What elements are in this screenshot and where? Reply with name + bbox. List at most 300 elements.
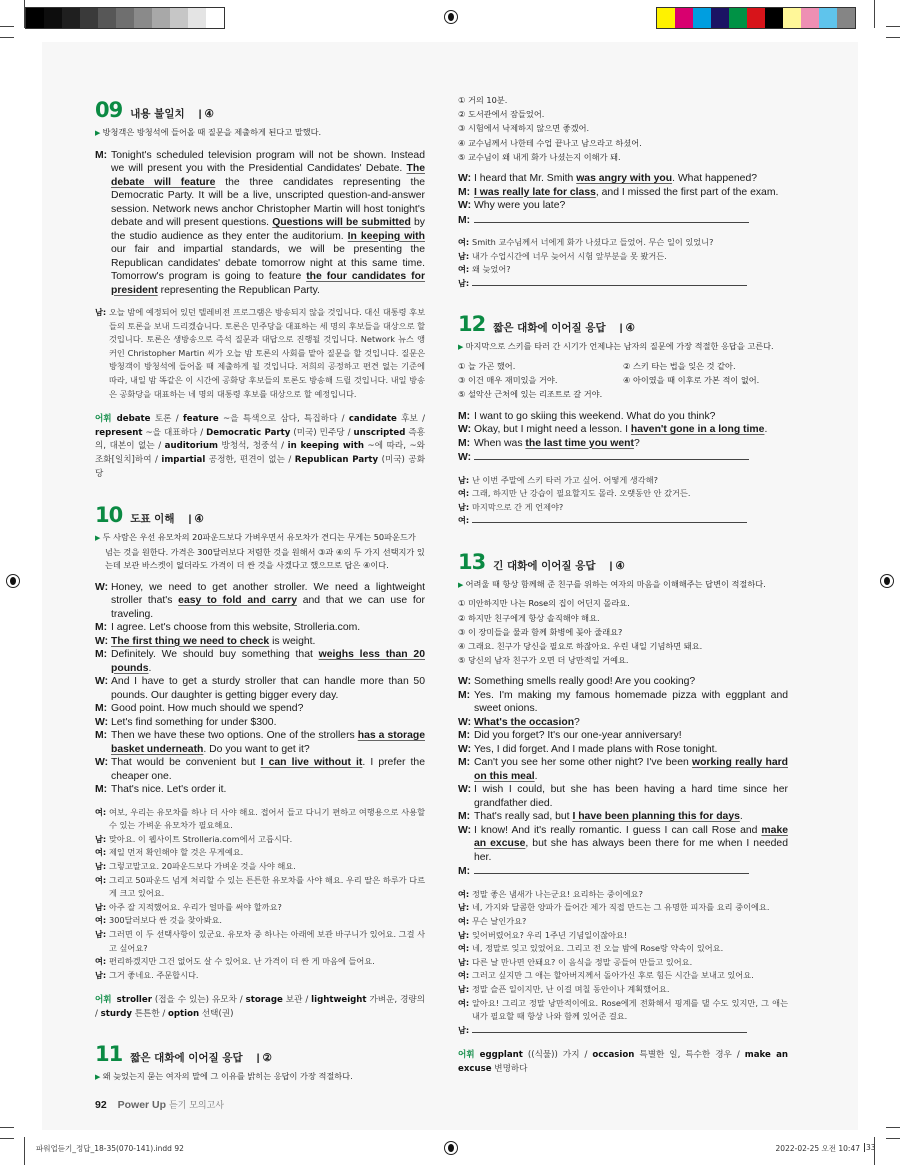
answer-option: ④ 그래요. 친구가 당신을 필요로 하잖아요. 우린 내일 기념하면 돼요. xyxy=(458,640,703,651)
question-type: 긴 대화에 이어질 응답 xyxy=(493,559,596,572)
dialogue-line xyxy=(458,824,788,865)
text-segment: , and I missed the first part of the exam. xyxy=(595,186,779,198)
translation-text: 네, 가지와 달콤한 양파가 들어간 제가 직접 만드는 그 유명한 피자를 요리 중이에요. xyxy=(472,902,770,913)
dialogue-line xyxy=(95,581,425,622)
translation-text: 오늘 밤에 예정되어 있던 텔레비전 프로그램은 방송되지 않을 것입니다. 대신 대통령 후보들의 토론을 보내 드리겠습니다. 토론은 민주당을 대표하는 세 명의 후보들을 대상으로 할 것입니다. 토론은 생방송으로 즉석 질문과 대답으로 진행될 것입니다. Network 뉴스 앵커인 Christopher Martin 씨가 오늘 밤 토론의 사회를 맡아 질문을 할 것입니다. 질문은 방청객이 방청석에 들어올 때 제출하게 될 것입니다. 저희의 공정하고 편견 없는 기준에 따라, 내일 밤 똑같은 이 시간에 공화당 후보들의 토론도 방송해 드릴 것입니다. 내일 방송은 공화당을 대표하는 네 명의 대통령 후보를 대상으로 할 예정입니다. xyxy=(109,307,425,399)
translation-text: 맞아요. 이 웹사이트 Strolleria.com에서 고릅시다. xyxy=(109,833,293,844)
translation-text: 그거 좋네요. 주문합시다. xyxy=(109,969,199,980)
translation-text: 제일 먼저 확인해야 할 것은 무게예요. xyxy=(109,847,244,858)
text-segment: That's really sad, but xyxy=(474,811,573,823)
speaker-label: 남: xyxy=(95,307,107,317)
text-segment: ~을 특색으로 삼다, 특집하다 / xyxy=(218,414,349,425)
translation-text: 왜 늦었어? xyxy=(472,264,511,275)
speaker-label: W: xyxy=(458,424,472,435)
color-swatch xyxy=(80,8,98,28)
question-header xyxy=(95,1042,425,1066)
speaker-label: W: xyxy=(458,173,472,185)
translation-text: 300달러보다 싼 것을 찾아봐요. xyxy=(109,915,223,926)
dialogue-line xyxy=(458,213,788,228)
translation-line xyxy=(458,1024,788,1038)
text-segment: . xyxy=(739,811,743,823)
page-number: 92 xyxy=(95,1099,107,1112)
speaker-label: M: xyxy=(95,649,108,661)
speaker-label: W: xyxy=(458,716,472,728)
answer-option: ⑤ 당신의 남자 친구가 오면 더 낭만적일 거예요. xyxy=(458,655,629,666)
translation-text: 정말 좋은 냄새가 나는군요! 요리하는 중이에요? xyxy=(472,888,643,899)
key-phrase: option xyxy=(167,1008,200,1019)
text-segment: 튼튼한 / xyxy=(131,1008,168,1019)
text-segment: (미국) 민주당 / xyxy=(290,427,354,438)
text-segment: When was xyxy=(474,437,526,449)
explanation xyxy=(95,126,425,141)
speaker-label: 여: xyxy=(458,916,470,927)
key-phrase: weighs less than 20 pounds xyxy=(111,649,425,674)
key-phrase: make an excuse xyxy=(474,824,788,850)
color-swatch xyxy=(711,8,729,28)
text-segment: I heard that Mr. Smith xyxy=(474,173,577,185)
dialogue-line xyxy=(458,675,788,689)
speaker-label: 여: xyxy=(95,874,107,885)
question-11-header xyxy=(95,1042,425,1085)
translation-line xyxy=(95,914,425,928)
text-segment: is weight. xyxy=(269,635,316,647)
translation-line xyxy=(95,969,425,983)
text-segment: 방청석, 청중석 / xyxy=(217,441,288,452)
translation xyxy=(458,474,788,528)
text-segment: . I prefer the cheaper one. xyxy=(111,757,425,782)
speaker-label: M: xyxy=(95,730,108,742)
translation-line xyxy=(458,942,788,956)
translation-text: 네, 정말로 잊고 있었어요. 그리고 전 오늘 밤에 Rose랑 약속이 있어요. xyxy=(472,943,724,954)
crop-mark xyxy=(886,1127,900,1128)
question-type: 짧은 대화에 이어질 응답 xyxy=(493,322,606,335)
key-phrase: represent xyxy=(95,427,143,438)
color-swatch xyxy=(116,8,134,28)
explanation-text: 어려울 때 항상 함께해 준 친구를 위하는 여자의 마음을 이해해주는 답변이 적절하다. xyxy=(465,578,766,589)
dialogue xyxy=(95,581,425,797)
text-segment: 선택(권) xyxy=(199,1008,234,1019)
speaker-label: 남: xyxy=(95,901,107,912)
color-swatch xyxy=(801,8,819,28)
translation xyxy=(95,306,425,401)
text-segment: . xyxy=(534,770,538,782)
translation-line xyxy=(95,846,425,860)
question-number: 10 xyxy=(95,503,123,528)
translation-line xyxy=(458,915,788,929)
translation-text: 여보, 우리는 유모차를 하나 더 사야 해요. 접어서 들고 다니기 편하고 여행용으로 사용할 수 있는 가벼운 유모차가 필요해요. xyxy=(109,806,425,831)
speaker-label: M: xyxy=(95,622,108,634)
translation-line xyxy=(458,888,788,902)
slug-datetime: 2022-02-25 오전 10:47 xyxy=(775,1144,860,1153)
answer-option: ④ 아이였을 때 이후로 가본 적이 없어. xyxy=(623,375,760,386)
dialogue-line xyxy=(458,410,788,424)
key-phrase: eggplant xyxy=(479,1050,523,1061)
book-subtitle: 듣기 모의고사 xyxy=(168,1101,224,1112)
speaker-label: M: xyxy=(458,186,471,198)
translation-text: 그렇고말고요. 20파운드보다 가벼운 것을 사야 해요. xyxy=(109,861,296,871)
speaker-label: 남: xyxy=(458,902,470,913)
color-swatch xyxy=(170,8,188,28)
dialogue-line xyxy=(95,729,425,756)
explanation xyxy=(458,578,788,593)
dialogue-line xyxy=(458,450,788,465)
color-swatch xyxy=(729,8,747,28)
speaker-label: 여: xyxy=(458,264,470,275)
explanation-text: 마지막으로 스키를 타러 간 시기가 언제냐는 남자의 질문에 가장 적절한 응답을 고른다. xyxy=(465,341,774,352)
translation-line xyxy=(458,236,788,250)
registration-mark-icon xyxy=(444,10,458,24)
process-color-bar xyxy=(656,7,856,29)
key-phrase: make an excuse xyxy=(458,1050,788,1075)
text-segment: . What happened? xyxy=(672,173,757,185)
color-swatch xyxy=(44,8,62,28)
text-segment: ? xyxy=(574,716,580,728)
translation-text: 그러고 싶지만 그 애는 할아버지께서 돌아가신 후로 힘든 시간을 보내고 있어요. xyxy=(472,970,754,981)
translation xyxy=(458,236,788,290)
text-segment: (접을 수 있는) 유모차 / xyxy=(151,995,246,1006)
color-swatch xyxy=(152,8,170,28)
speaker-label: 남: xyxy=(458,1024,470,1035)
text-segment: . xyxy=(148,662,152,674)
vocabulary-label: 어휘 xyxy=(458,1050,475,1061)
dialogue-line xyxy=(458,810,788,824)
speaker-label: M: xyxy=(458,730,471,742)
text-segment: the three candidates representing the Democratic Party. It will be a live, unscripted question-and-answer session. Network news anchor Christopher Martin will host tonight's debate and will present questions. xyxy=(111,176,426,228)
text-segment: Did you forget? It's our one-year anniversary! xyxy=(474,730,682,742)
speaker-label: M: xyxy=(458,811,471,823)
key-phrase: in keeping with xyxy=(287,441,364,452)
right-column xyxy=(458,93,788,1077)
key-phrase: occasion xyxy=(592,1050,635,1061)
speaker-label: 남: xyxy=(95,861,107,871)
dialogue-line xyxy=(95,621,425,635)
question-number: 09 xyxy=(95,98,123,122)
text-segment: . xyxy=(764,424,768,435)
text-segment: ? xyxy=(633,437,640,449)
translation-text: Smith 교수님께서 너에게 화가 나셨다고 들었어. 무슨 일이 있었니? xyxy=(472,237,714,248)
key-phrase: the four candidates for president xyxy=(111,271,426,296)
speaker-label: 남: xyxy=(458,277,470,288)
color-swatch xyxy=(819,8,837,28)
text-segment: Something smells really good! Are you cooking? xyxy=(474,676,696,688)
translation-line xyxy=(458,956,788,970)
question-type: 도표 이해 xyxy=(130,513,175,526)
dialogue-line xyxy=(458,743,788,757)
color-swatch xyxy=(206,8,224,28)
question-11-body xyxy=(458,93,788,290)
question-type: 내용 불일치 xyxy=(130,108,185,120)
dialogue-line xyxy=(458,783,788,810)
key-phrase: auditorium xyxy=(164,441,218,452)
translation-line xyxy=(458,997,788,1024)
answer-options xyxy=(458,359,788,402)
translation-line xyxy=(458,263,788,277)
key-phrase: debate xyxy=(116,414,151,425)
speaker-label: W: xyxy=(95,635,109,647)
question-13 xyxy=(458,550,788,1077)
key-phrase: the last time you went xyxy=(525,437,634,449)
question-10 xyxy=(95,503,425,1021)
speaker-label: 여: xyxy=(458,515,470,526)
speaker-label: W: xyxy=(458,452,472,463)
crop-mark xyxy=(24,0,25,28)
speaker-label: 여: xyxy=(458,970,470,981)
dialogue-line xyxy=(458,756,788,783)
question-number: 11 xyxy=(95,1041,123,1066)
speaker-label: M: xyxy=(458,757,471,769)
translation-text: 정말 슬픈 일이지만, 난 이걸 며칠 동안이나 계획했어요. xyxy=(472,984,670,995)
grayscale-color-bar xyxy=(25,7,225,29)
text-segment: 변명하다 xyxy=(491,1064,528,1075)
key-phrase: I can live without it xyxy=(260,757,363,769)
dialogue-line xyxy=(458,199,788,213)
speaker-label: W: xyxy=(95,581,109,593)
question-number: 13 xyxy=(458,549,486,574)
dialogue-line xyxy=(95,149,425,298)
crop-mark xyxy=(874,0,875,28)
translation-line xyxy=(458,277,788,291)
text-segment: ((식물)) 가지 / xyxy=(522,1050,593,1061)
text-segment: Definitely. We should buy something that xyxy=(111,649,319,661)
vocabulary xyxy=(95,994,425,1021)
translation-text: 그래, 하지만 난 강습이 필요할지도 몰라. 오랫동안 안 갔거든. xyxy=(472,488,691,499)
speaker-label: 남: xyxy=(458,929,470,940)
color-swatch xyxy=(783,8,801,28)
question-09 xyxy=(95,98,425,481)
explanation xyxy=(95,531,425,573)
text-segment: . Do you want to get it? xyxy=(203,743,310,755)
key-phrase: stroller xyxy=(116,995,152,1006)
translation-line xyxy=(458,474,788,488)
answer-option: ② 스키 타는 법을 잊은 것 같아. xyxy=(623,360,736,371)
question-header xyxy=(458,550,788,574)
translation-line xyxy=(458,250,788,264)
dialogue-line xyxy=(95,783,425,797)
translation-line xyxy=(458,929,788,943)
translation-line xyxy=(458,514,788,528)
key-phrase: unscripted xyxy=(353,427,406,438)
speaker-label: W: xyxy=(458,743,472,755)
triangle-bullet-icon: ▶ xyxy=(458,343,466,352)
translation-line xyxy=(458,969,788,983)
speaker-label: W: xyxy=(95,676,109,688)
dialogue xyxy=(458,172,788,227)
registration-mark-icon xyxy=(6,574,20,588)
translation xyxy=(458,888,788,1038)
translation-text: 그리고 50파운드 넘게 처리할 수 있는 튼튼한 유모차를 사야 해요. 우리 딸은 하루가 다르게 크고 있어요. xyxy=(109,874,425,899)
vocabulary-label: 어휘 xyxy=(95,414,112,425)
answer-options xyxy=(458,93,788,164)
speaker-label: M: xyxy=(458,437,471,449)
dialogue-line xyxy=(95,716,425,730)
crop-mark xyxy=(24,1137,25,1165)
translation-text: 내가 수업시간에 너무 늦어서 시험 앞부분을 못 봤거든. xyxy=(472,250,667,261)
registration-mark-icon xyxy=(444,1141,458,1155)
speaker-label: 남: xyxy=(458,474,470,485)
speaker-label: 여: xyxy=(95,847,107,858)
registration-mark-icon xyxy=(880,574,894,588)
translation-text: 마지막으로 간 게 언제야? xyxy=(472,501,564,512)
translation-text: 난 이번 주말에 스키 타러 가고 싶어. 어떻게 생각해? xyxy=(472,474,658,485)
text-segment: ~을 대표하다 / xyxy=(142,427,207,438)
translation-line xyxy=(95,306,425,401)
text-segment: I want to go skiing this weekend. What do you think? xyxy=(474,410,716,422)
translation-line xyxy=(458,901,788,915)
answer-option: ③ 시험에서 낙제하지 않으면 좋겠어. xyxy=(458,123,590,134)
text-segment: 공정한, 편견이 없는 / xyxy=(205,454,295,465)
question-type: 짧은 대화에 이어질 응답 xyxy=(130,1051,243,1064)
key-phrase: lightweight xyxy=(311,995,367,1006)
color-swatch xyxy=(765,8,783,28)
crop-mark xyxy=(0,1138,14,1139)
key-phrase: impartial xyxy=(161,454,206,465)
speaker-label: M: xyxy=(458,214,471,226)
answer-number: | ④ xyxy=(609,559,625,572)
dialogue-line xyxy=(95,702,425,716)
speaker-label: M: xyxy=(95,149,108,161)
dialogue-line xyxy=(458,437,788,451)
key-phrase: Questions will be submitted xyxy=(272,217,411,228)
crop-mark xyxy=(886,26,900,27)
book-brand: Power Up xyxy=(117,1099,167,1112)
explanation-text: 왜 늦었는지 묻는 여자의 말에 그 이유를 밝히는 응답이 가장 적절하다. xyxy=(102,1070,353,1081)
key-phrase: working really hard on this meal xyxy=(474,757,788,782)
question-number: 12 xyxy=(458,312,486,337)
text-segment: our fair and impartial standards, we will be presenting the Republican candidates' debate tomorrow night at this same time. Tomorrow's program is going to feature xyxy=(111,244,425,282)
question-header xyxy=(95,98,425,122)
text-segment: 가벼운, 경량의 / xyxy=(95,995,425,1019)
speaker-label: W: xyxy=(95,757,109,769)
triangle-bullet-icon: ▶ xyxy=(95,534,103,543)
speaker-label: 여: xyxy=(458,997,470,1008)
translation-text: 편리하겠지만 그건 없어도 살 수 있어요. 난 가격이 더 싼 게 마음에 들어요. xyxy=(109,956,375,967)
key-phrase: Democratic Party xyxy=(206,427,291,438)
translation-line xyxy=(95,955,425,969)
explanation xyxy=(458,340,788,355)
crop-mark xyxy=(0,1127,14,1128)
translation-line xyxy=(95,928,425,955)
dialogue xyxy=(458,675,788,879)
speaker-label: M: xyxy=(95,784,108,796)
answer-option: ③ 이건 매우 재미있을 거야. xyxy=(458,375,558,386)
key-phrase: Republican Party xyxy=(294,454,379,465)
crop-mark xyxy=(886,1138,900,1139)
color-swatch xyxy=(26,8,44,28)
speaker-label: M: xyxy=(458,689,471,701)
speaker-label: 여: xyxy=(458,237,470,248)
answer-blank xyxy=(472,277,747,286)
dialogue-line xyxy=(458,689,788,716)
slug-filename: 파워업듣기_정답_18-35(070-141).indd 92 xyxy=(36,1144,184,1153)
answer-blank xyxy=(472,1024,747,1033)
translation-text: 잊어버렸어요? 우리 1주년 기념일이잖아요! xyxy=(472,929,628,940)
text-segment: Good point. How much should we spend? xyxy=(111,703,304,715)
triangle-bullet-icon: ▶ xyxy=(458,580,466,589)
triangle-bullet-icon: ▶ xyxy=(95,129,103,137)
speaker-label: W: xyxy=(95,716,109,728)
question-header xyxy=(458,312,788,336)
color-swatch xyxy=(188,8,206,28)
text-segment: (미국) 공화당 xyxy=(95,454,425,479)
answer-number: | ④ xyxy=(619,322,635,335)
speaker-label: 남: xyxy=(458,250,470,261)
translation-line xyxy=(95,901,425,915)
left-column xyxy=(95,98,426,1112)
answer-number: | ④ xyxy=(188,513,204,526)
answer-option: ② 도서관에서 잠들었어. xyxy=(458,109,545,120)
text-segment: Yes. I'm making my famous homemade pizza with eggplant and sweet onions. xyxy=(474,689,788,715)
answer-blank xyxy=(472,514,747,523)
text-segment: That would be convenient but xyxy=(111,757,261,769)
key-phrase: I have been planning this for days xyxy=(572,811,740,823)
key-phrase: easy to fold and carry xyxy=(178,595,297,607)
text-segment: 특별한 일, 특수한 경우 / xyxy=(634,1050,745,1061)
speaker-label: 남: xyxy=(95,833,107,844)
vocabulary xyxy=(458,1049,788,1076)
speaker-label: 여: xyxy=(458,488,470,499)
answer-option: ⑤ 설악산 근처에 있는 리조트로 갈 거야. xyxy=(458,389,603,400)
key-phrase: What's the occasion xyxy=(474,716,575,728)
translation-text: 알아요! 그리고 정말 낭만적이에요. Rose에게 전화해서 핑계를 댈 수도 있지만, 그 애는 내가 필요할 때 항상 나와 함께 있어준 걸요. xyxy=(472,997,788,1022)
text-segment: ~에 따라, ~와 조화[일치]하여 / xyxy=(95,441,425,465)
color-swatch xyxy=(747,8,765,28)
text-segment: Yes, I did forget. And I made plans with Rose tonight. xyxy=(474,743,718,755)
speaker-label: M: xyxy=(95,703,108,715)
crop-mark xyxy=(0,26,14,27)
key-phrase: haven't gone in a long time xyxy=(630,424,765,435)
speaker-label: W: xyxy=(458,676,472,688)
translation-text: 그러면 이 두 선택사항이 있군요. 유모차 중 하나는 아래에 보관 바구니가 있어요. 그걸 사고 싶어요? xyxy=(109,928,425,953)
text-segment: representing the Republican Party. xyxy=(157,284,320,296)
text-segment: That's nice. Let's order it. xyxy=(111,784,227,796)
answer-number: | ② xyxy=(256,1051,272,1064)
speaker-label: M: xyxy=(458,410,471,422)
explanation-text: 두 사람은 우선 유모차의 20파운드보다 가벼우면서 유모차가 견디는 무게는 50파운드가 넘는 것을 원한다. 가격은 300달러보다 저렴한 것을 원해서 ③과 ④의 두 가지 선택지가 있는데 보관 바스켓이 없더라도 가격이 더 싼 것을 사겠다고 했으므로 답은 ④이다. xyxy=(102,532,425,571)
crop-mark xyxy=(0,37,14,38)
text-segment: 후보 / xyxy=(396,414,425,425)
text-segment: 보관 / xyxy=(282,995,312,1006)
dialogue-line xyxy=(458,423,788,437)
translation-line xyxy=(95,833,425,847)
text-segment: Honey, we need to get another stroller. We need a lightweight stroller that's xyxy=(111,581,425,607)
vocabulary xyxy=(95,413,425,481)
text-segment: Why were you late? xyxy=(474,200,566,212)
speaker-label: W: xyxy=(458,824,472,836)
text-segment: I wish I could, but she has been having a hard time since her grandfather died. xyxy=(474,784,788,809)
dialogue-line xyxy=(95,756,425,783)
answer-blank xyxy=(474,864,749,874)
speaker-label: 남: xyxy=(458,956,470,967)
key-phrase: was angry with you xyxy=(576,173,673,185)
answer-options xyxy=(458,596,788,667)
key-phrase: The debate will feature xyxy=(111,163,425,188)
speaker-label: 여: xyxy=(95,915,107,926)
answer-blank xyxy=(474,213,749,223)
question-12 xyxy=(458,312,788,527)
color-swatch xyxy=(98,8,116,28)
dialogue-line xyxy=(458,716,788,730)
speaker-label: 여: xyxy=(95,806,107,817)
vocabulary-label: 어휘 xyxy=(95,995,112,1006)
speaker-label: W: xyxy=(458,784,472,796)
color-swatch xyxy=(657,8,675,28)
speaker-label: 여: xyxy=(95,956,107,967)
speaker-label: 여: xyxy=(458,888,470,899)
color-swatch xyxy=(675,8,693,28)
key-phrase: The first thing we need to check xyxy=(111,635,270,647)
slug-corner: 33 xyxy=(866,1143,876,1152)
text-segment: Then we have these two options. One of the strollers xyxy=(111,730,358,742)
